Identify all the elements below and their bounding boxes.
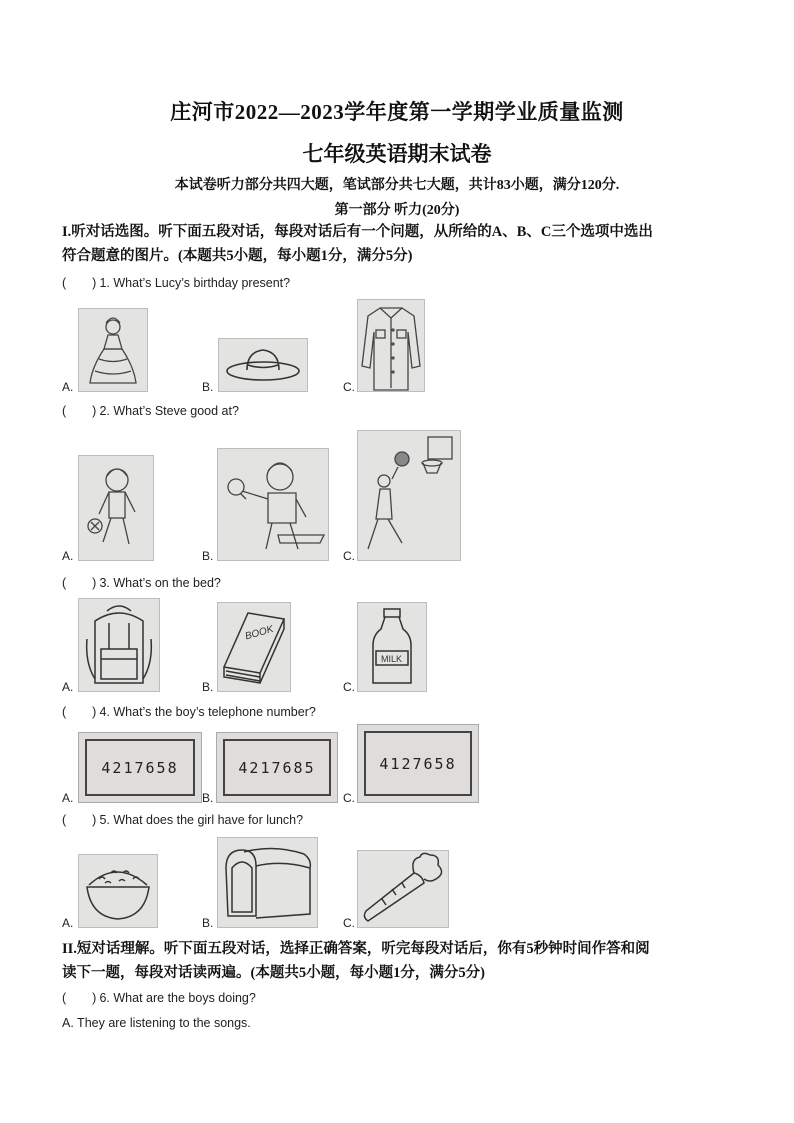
- question-1-text: 1. What’s Lucy’s birthday present?: [99, 276, 291, 290]
- phone-number-c: 4127658: [364, 731, 472, 796]
- backpack-icon[interactable]: [78, 598, 160, 692]
- phone-number-b: 4217685: [223, 739, 331, 796]
- question-1: [62, 276, 290, 290]
- milk-label-text: MILK: [381, 654, 403, 664]
- option-a-label[interactable]: A.: [62, 549, 74, 563]
- exam-info: 本试卷听力部分共四大题，笔试部分共七大题，共计83小题，满分120分.: [174, 178, 620, 193]
- question-2-text: 2. What’s Steve good at?: [99, 404, 239, 418]
- question-5-text: 5. What does the girl have for lunch?: [99, 813, 304, 827]
- carrot-icon[interactable]: [357, 850, 449, 928]
- exam-title: 庄河市2022—2023学年度第一学期学业质量监测: [170, 100, 624, 124]
- option-b-label[interactable]: B.: [202, 680, 214, 694]
- section-2-heading: [62, 937, 742, 985]
- option-c-label[interactable]: C.: [343, 680, 355, 694]
- question-4: [62, 705, 316, 719]
- dress-doll-icon[interactable]: [78, 308, 148, 392]
- answer-blank[interactable]: ( ): [62, 404, 97, 418]
- option-c-label[interactable]: C.: [343, 916, 355, 930]
- question-3-text: 3. What’s on the bed?: [99, 576, 221, 590]
- option-c-label[interactable]: C.: [343, 380, 355, 394]
- option-c-label[interactable]: C.: [343, 549, 355, 563]
- option-a-label[interactable]: A.: [62, 916, 74, 930]
- bread-icon[interactable]: [217, 837, 318, 928]
- option-a-label[interactable]: A.: [62, 380, 74, 394]
- section-1-line-2: 符合题意的图片。(本题共5小题，每小题1分，满分5分): [62, 248, 413, 264]
- option-a-label[interactable]: A.: [62, 791, 74, 805]
- option-b-label[interactable]: B.: [202, 791, 214, 805]
- part-heading: 第一部分 听力(20分): [334, 203, 460, 218]
- question-6-text: 6. What are the boys doing?: [99, 991, 256, 1005]
- soccer-boy-icon[interactable]: [78, 455, 154, 561]
- question-5: [62, 813, 303, 827]
- milk-bottle-icon[interactable]: [357, 602, 427, 692]
- option-b-label[interactable]: B.: [202, 916, 214, 930]
- ping-pong-boy-icon[interactable]: [217, 448, 329, 561]
- answer-blank[interactable]: ( ): [62, 576, 97, 590]
- phone-number-card-a[interactable]: [78, 732, 202, 803]
- question-2: [62, 404, 239, 418]
- rice-bowl-icon[interactable]: [78, 854, 158, 928]
- exam-subtitle: 七年级英语期末试卷: [302, 142, 492, 166]
- question-6-option-a[interactable]: A. They are listening to the songs.: [62, 1016, 251, 1030]
- section-2-line-1: II.短对话理解。听下面五段对话，选择正确答案，听完每段对话后，你有5秒钟时间作答和阅: [62, 941, 650, 957]
- shirt-icon[interactable]: [357, 299, 425, 392]
- answer-blank[interactable]: ( ): [62, 813, 97, 827]
- book-title-text: BOOK: [243, 623, 275, 643]
- basketball-player-icon[interactable]: [357, 430, 461, 561]
- phone-number-a: 4217658: [85, 739, 195, 796]
- option-a-label[interactable]: A.: [62, 680, 74, 694]
- hat-icon[interactable]: [218, 338, 308, 392]
- option-b-label[interactable]: B.: [202, 549, 214, 563]
- section-1-line-1: I.听对话选图。听下面五段对话，每段对话后有一个问题，从所给的A、B、C三个选项中选出: [62, 224, 653, 240]
- question-4-text: 4. What’s the boy’s telephone number?: [99, 705, 316, 719]
- answer-blank[interactable]: ( ): [62, 705, 97, 719]
- answer-blank[interactable]: ( ): [62, 276, 97, 290]
- question-3: [62, 576, 221, 590]
- phone-number-card-c[interactable]: [357, 724, 479, 803]
- phone-number-card-b[interactable]: [216, 732, 338, 803]
- answer-blank[interactable]: ( ): [62, 991, 97, 1005]
- option-b-label[interactable]: B.: [202, 380, 214, 394]
- section-1-heading: [62, 220, 742, 268]
- question-6: [62, 991, 256, 1005]
- book-icon[interactable]: [217, 602, 291, 692]
- section-2-line-2: 读下一题，每段对话读两遍。(本题共5小题，每小题1分，满分5分): [62, 965, 485, 981]
- option-c-label[interactable]: C.: [343, 791, 355, 805]
